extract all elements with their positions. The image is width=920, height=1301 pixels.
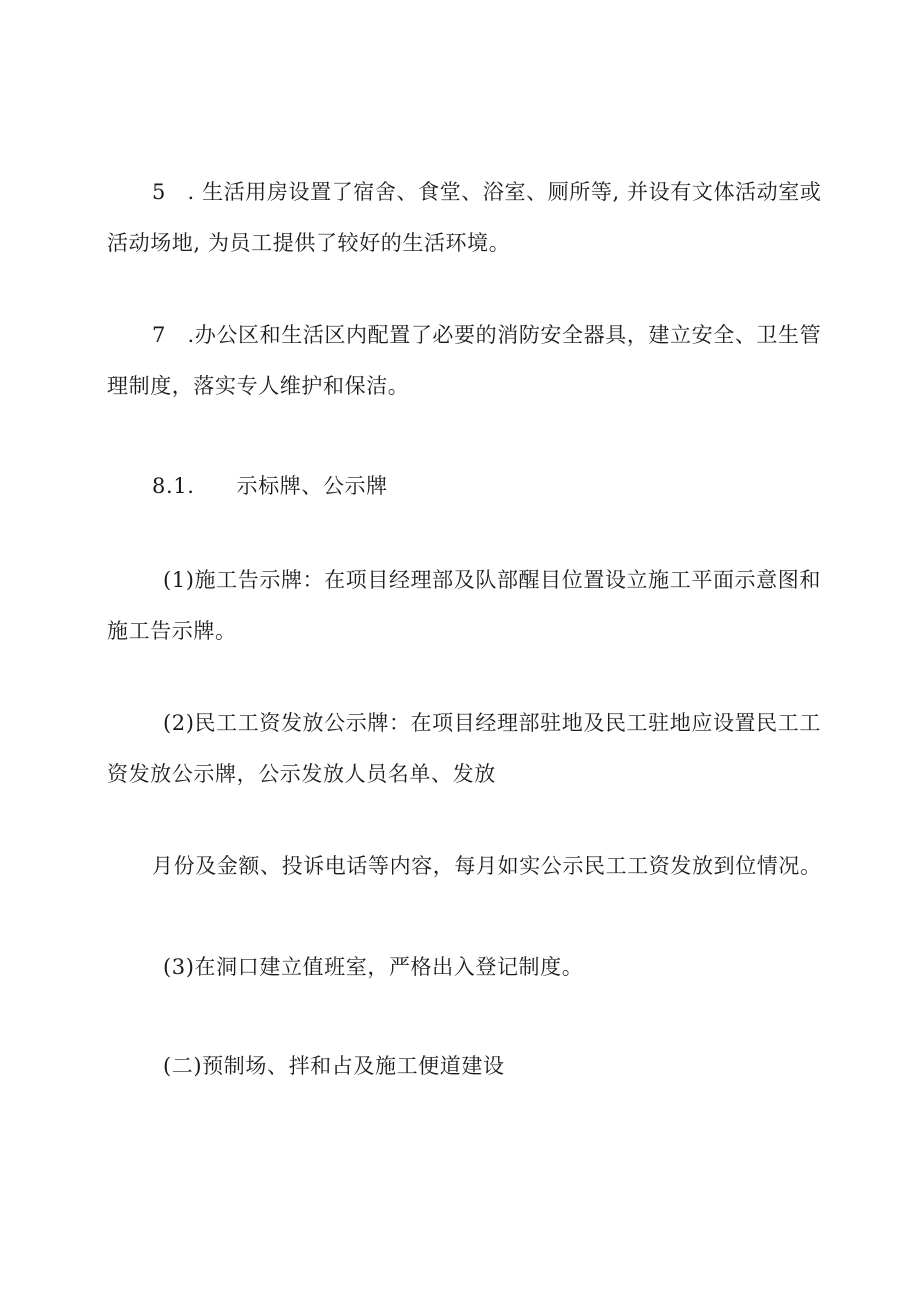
section-heading-8-1 [152,472,388,500]
para-7-line-2: 理制度，落实专人维护和保洁。 [107,374,410,398]
item-2-continuation: 月份及金额、投诉电话等内容，每月如实公示民工工资发放到位情况。 [152,854,822,878]
item-3-line-1: (3)在洞口建立值班室，严格出入登记制度。 [163,955,584,979]
section-title: 示标牌、公示牌 [236,474,388,498]
item-2-line-1: (2)民工工资发放公示牌：在项目经理部驻地及民工驻地应设置民工工 [163,711,821,735]
item-1-line-1: (1)施工告示牌：在项目经理部及队部醒目位置设立施工平面示意图和 [163,568,821,592]
section-number: 8.1. [152,474,195,498]
para-5-line-1: 5 . 生活用房设置了宿舍、食堂、浴室、厕所等, 并设有文体活动室或 [152,180,822,204]
subsection-heading-2: (二)预制场、拌和占及施工便道建设 [163,1054,505,1078]
item-1-line-2: 施工告示牌。 [107,619,237,643]
para-5-line-2: 活动场地, 为员工提供了较好的生活环境。 [107,231,511,255]
item-2-line-2: 资发放公示牌，公示发放人员名单、发放 [107,762,496,786]
para-7-line-1: 7 .办公区和生活区内配置了必要的消防安全器具，建立安全、卫生管 [152,323,822,347]
